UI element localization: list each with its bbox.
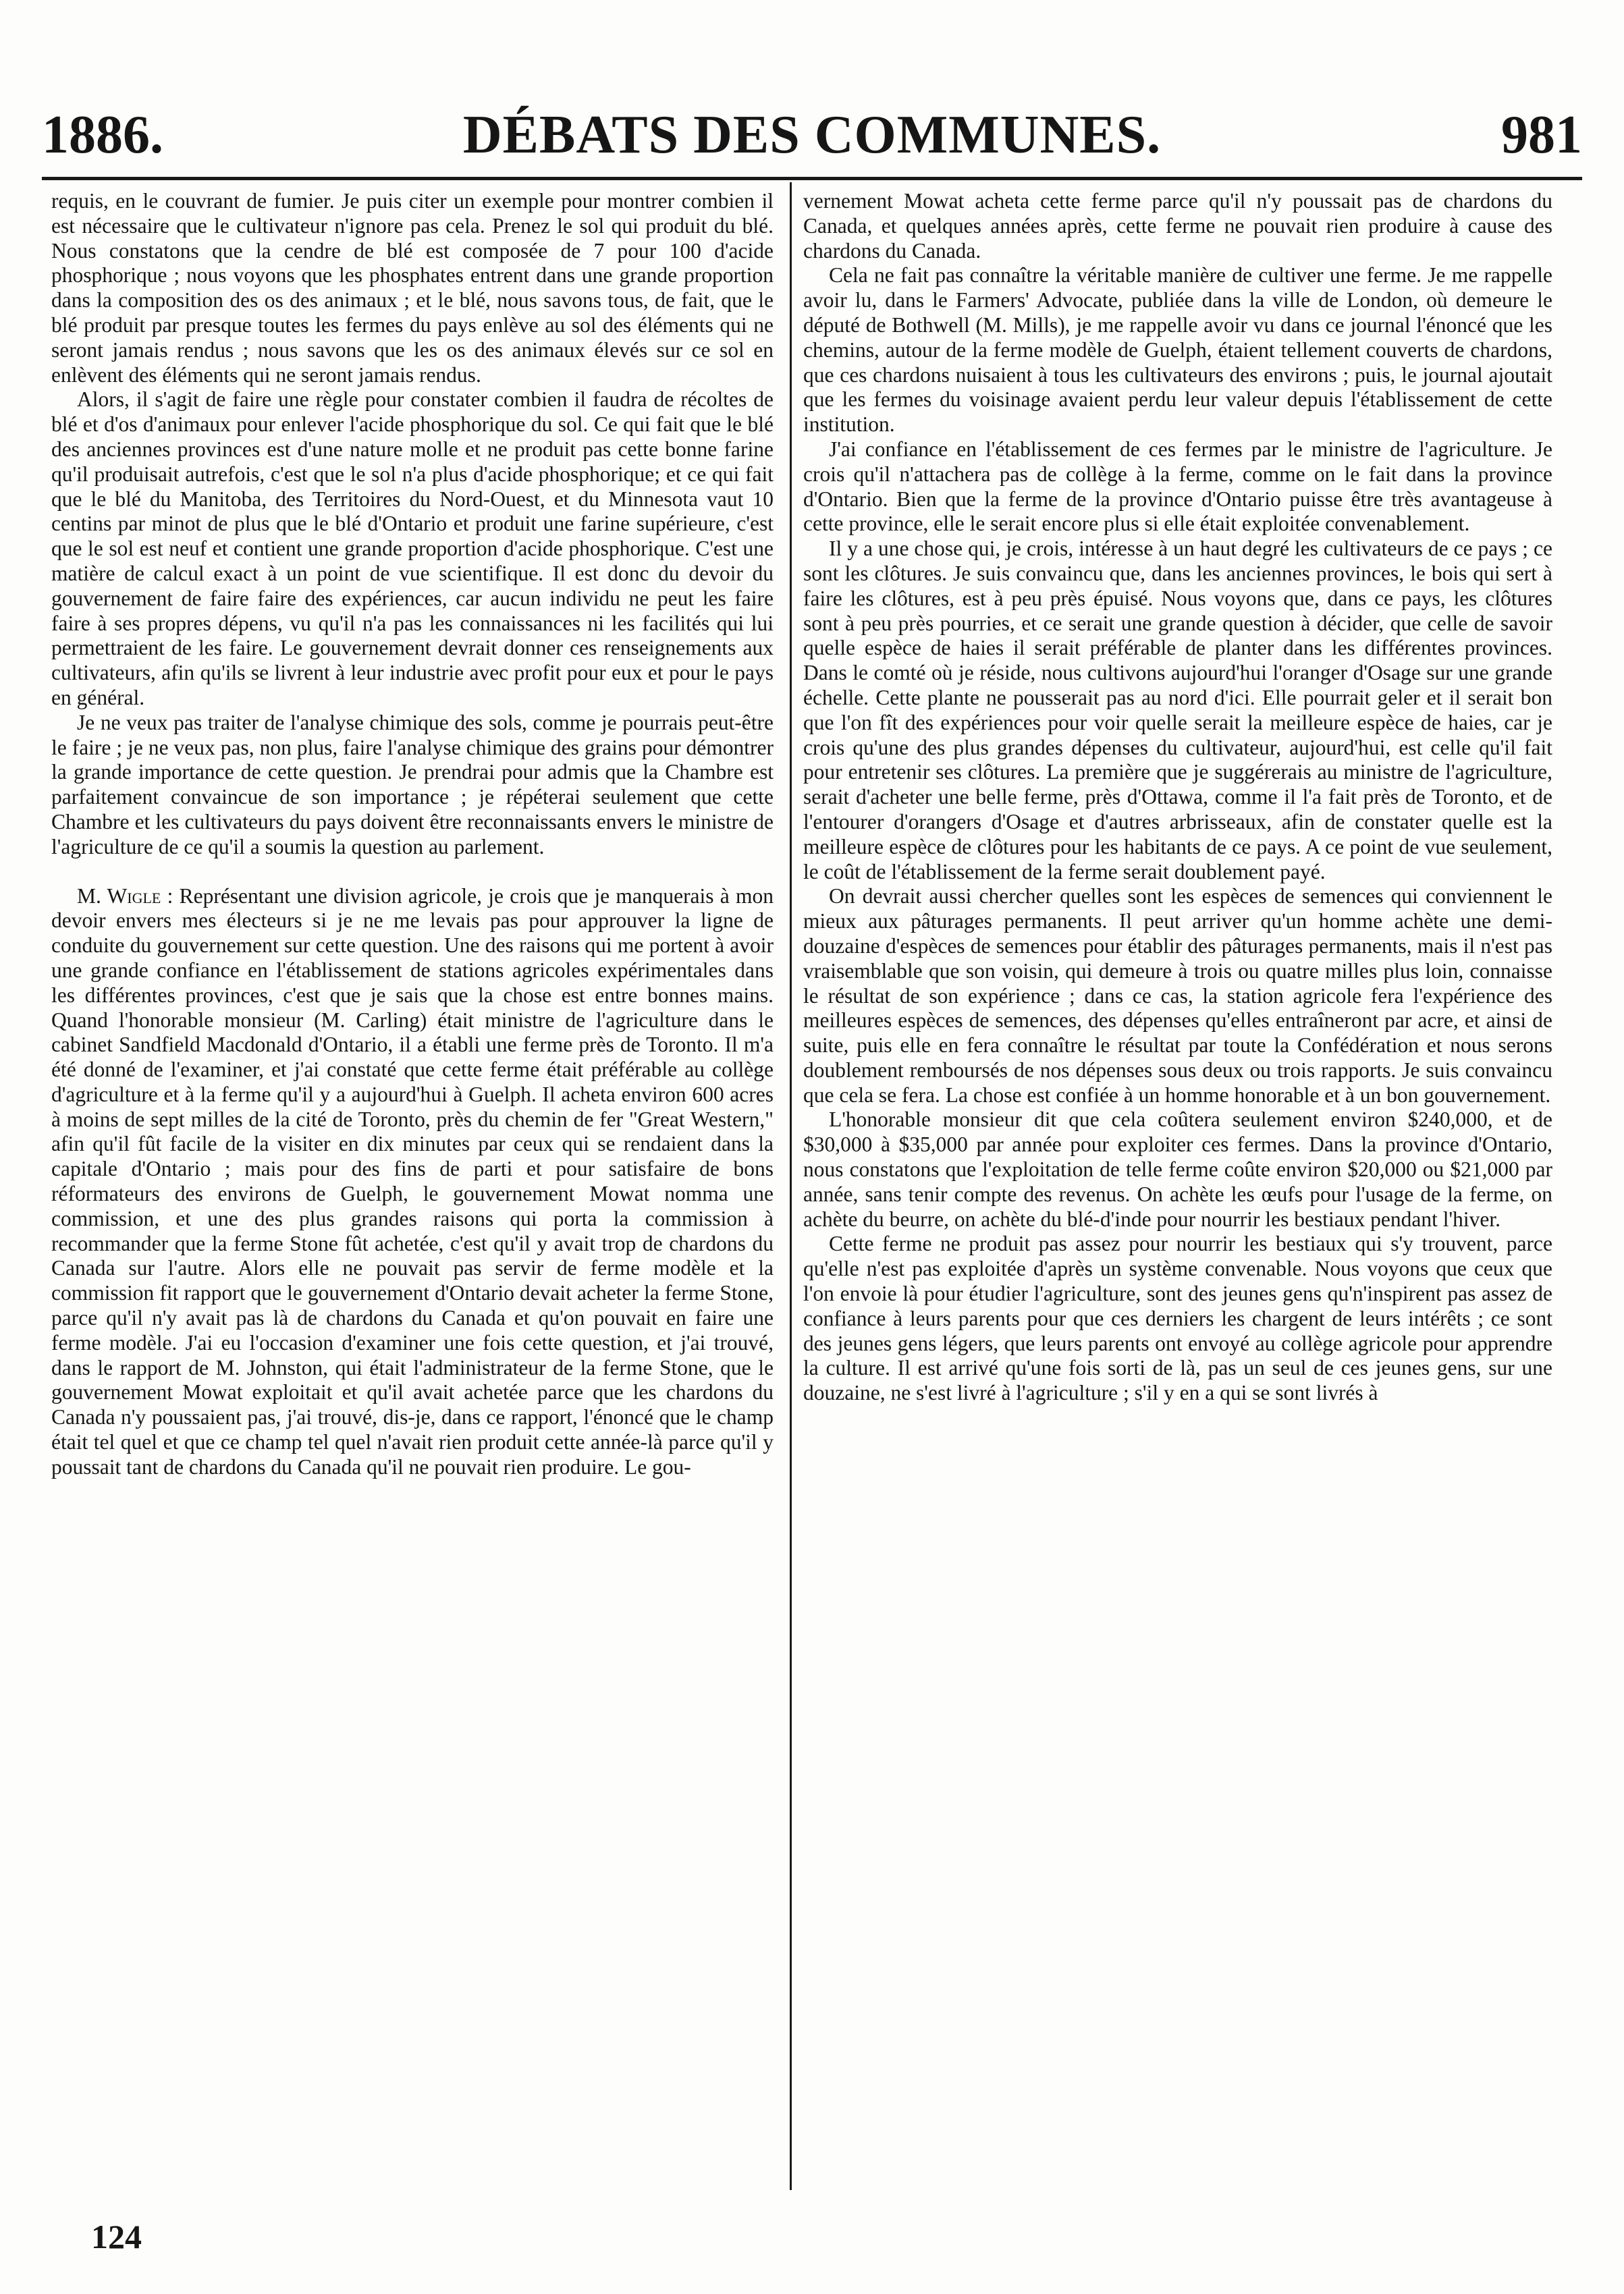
paragraph: Je ne veux pas traiter de l'analyse chimique des sols, comme je pourrais peut-être le faire ; je ne veux pas, non plus, faire l'analyse chimique des grains pour démontrer la grande importance de cette question. Je prendrai pour admis que la Chambre est parfaitement convaincue de son importance ; je répéterai seulement que cette Chambre et les cultivateurs du pays doivent être reconnaissants envers le ministre de l'agriculture de ce qu'il a soumis la question au parlement. xyxy=(51,710,774,858)
footer-page-number: 124 xyxy=(91,2218,142,2256)
speech-text: : Représentant une division agricole, je crois que je manquerais à mon devoir envers mes électeurs si je ne me levais pas pour approuver la ligne de conduite du gouvernement sur cette question. Une des raisons qui me portent à avoir une grande confiance en l'établissement de stations agricoles expérimentales dans les différentes provinces, c'est que je sais que la chose est entre bonnes mains. Quand l'honorable monsieur (M. Carling) était ministre de l'agriculture dans le cabinet Sandfield Macdonald d'Ontario, il a établi une ferme près de Toronto. Il m'a été donné de l'examiner, et j'ai constaté que cette ferme était préférable au collège d'agriculture et à la ferme qu'il y a aujourd'hui à Guelph. Il acheta environ 600 acres à moins de sept milles de la cité de Toronto, près du chemin de fer "Great Western," afin qu'il fût facile de la visiter en dix minutes par ceux qui se rendaient dans la capitale d'Ontario ; mais pour des fins de parti et pour satisfaire de bons réformateurs des environs de Guelph, le gouvernement Mowat nomma une commission, et une des plus grandes raisons qui porta la commission à recommander que la ferme Stone fût achetée, c'est qu'il y avait trop de chardons du Canada sur l'autre. Alors elle ne pouvait pas servir de ferme modèle et la commission fit rapport que le gouvernement d'Ontario devait acheter la ferme Stone, parce qu'il n'y avait pas là de chardons du Canada et qu'on pouvait en faire une ferme modèle. J'ai eu l'occasion d'examiner une fois cette question, et j'ai trouvé, dans le rapport de M. Johnston, qui était l'administrateur de la ferme Stone, que le gouvernement Mowat exploitait et qu'il avait achetée parce que les chardons du Canada n'y poussaient pas, j'ai trouvé, dis-je, dans ce rapport, l'énoncé que le champ était tel quel et que ce champ tel quel n'avait rien produit cette année-là parce qu'il y poussait tant de chardons du Canada qu'il ne pouvait rien produire. Le gou- xyxy=(51,883,774,1479)
paragraph: Alors, il s'agit de faire une règle pour constater combien il faudra de récoltes de blé et d'os d'animaux pour enlever l'acide phosphorique du sol. Ce qui fait que le blé des anciennes provinces est d'une nature molle et ne produit pas cette bonne farine qu'il produisait autrefois, c'est que le sol n'a plus d'acide phosphorique; et ce qui fait que le blé du Manitoba, des Territoires du Nord-Ouest, et du Minnesota vaut 10 centins par minot de plus que le blé d'Ontario et produit une farine supérieure, c'est que le sol est neuf et contient une grande proportion d'acide phosphorique. C'est une matière de calcul exact à un point de vue scientifique. Il est donc du devoir du gouvernement de faire faire des expériences, car aucun individu ne peut les faire faire à ses propres dépens, vu qu'il n'a pas les connaissances ni les facilités qui lui permettraient de les faire. Le gouvernement devrait donner ces renseignements aux cultivateurs, afin qu'ils se livrent à leur industrie avec profit pour eux et pour le pays en général. xyxy=(51,387,774,709)
paragraph: L'honorable monsieur dit que cela coûtera seulement environ $240,000, et de $30,000 à $35,000 par année pour exploiter ces fermes. Dans la province d'Ontario, nous constatons que l'exploitation de telle ferme coûte environ $20,000 ou $21,000 par année, sans tenir compte des revenus. On achète les œufs pour l'usage de la ferme, on achète du beurre, on achète du blé-d'inde pour nourrir les bestiaux pendant l'hiver. xyxy=(803,1108,1552,1231)
paragraph: Cela ne fait pas connaître la véritable manière de cultiver une ferme. Je me rappelle avoir lu, dans le Farmers' Advocate, publiée dans la ville de London, où demeure le député de Bothwell (M. Mills), je me rappelle avoir vu dans ce journal l'énoncé que les chemins, autour de la ferme modèle de Guelph, étaient tellement couverts de chardons, que ces chardons nuisaient à tous les cultivateurs des environs ; puis, le journal ajoutait que les fermes du voisinage avaient perdu leur valeur depuis l'établissement de cette institution. xyxy=(803,263,1552,437)
right-column xyxy=(803,189,1552,1406)
paragraph: J'ai confiance en l'établissement de ces fermes par le ministre de l'agriculture. Je crois qu'il n'attachera pas de collège à la ferme, comme on le fait dans la province d'Ontario. Bien que la ferme de la province d'Ontario puisse être très avantageuse à cette province, elle le serait encore plus si elle était exploitée convenablement. xyxy=(803,437,1552,536)
paragraph: Cette ferme ne produit pas assez pour nourrir les bestiaux qui s'y trouvent, parce qu'elle n'est pas exploitée d'après un système convenable. Nous voyons que ceux que l'on envoie là pour étudier l'agriculture, sont des jeunes gens qu'n'inspirent pas assez de confiance à leurs parents pour que ces derniers les chargent de leurs intérêts ; ce sont des jeunes gens légers, que leurs parents ont envoyé au collège agricole pour apprendre la culture. Il est arrivé qu'une fois sorti de là, pas un seul de ces jeunes gens, sur une douzaine, ne s'est livré à l'agriculture ; s'il y en a qui se sont livrés à xyxy=(803,1232,1552,1405)
speaker-name: M. Wigle xyxy=(77,883,161,908)
header-year: 1886. xyxy=(42,105,163,165)
column-divider xyxy=(790,182,792,2190)
page-header xyxy=(42,101,1582,169)
paragraph: Il y a une chose qui, je crois, intéresse à un haut degré les cultivateurs de ce pays ; ce sont les clôtures. Je suis convaincu que, dans les anciennes provinces, le bois qui sert à faire les clôtures, est à peu près épuisé. Nous voyons que, dans ce pays, les clôtures sont à peu près pourries, et ce serait une grande question à décider, que celle de savoir quelle espèce de haies il serait préférable de planter dans les différentes provinces. Dans le comté où je réside, nous cultivons aujourd'hui l'oranger d'Osage sur une grande échelle. Cette plante ne pousserait pas au nord d'ici. Elle pourrait geler et il serait bon que l'on fît des expériences pour voir quelle serait la meilleure espèce de haies, car je crois qu'une des plus grandes dépenses du cultivateur, aujourd'hui, est celle qu'il fait pour entretenir ses clôtures. La première que je suggérerais au ministre de l'agriculture, serait d'acheter une belle ferme, près d'Ottawa, comme il l'a fait près de Toronto, et de l'entourer d'orangers d'Osage et d'autres arbrisseaux, afin de constater quelle est la meilleure espèce de clôtures pour les habitants de ce pays. A ce point de vue seulement, le coût de l'établissement de la ferme serait doublement payé. xyxy=(803,537,1552,883)
header-page-number: 981 xyxy=(1501,105,1582,165)
header-rule xyxy=(42,177,1582,180)
header-title: DÉBATS DES COMMUNES. xyxy=(462,105,1162,165)
left-column xyxy=(51,189,774,1480)
paragraph: On devrait aussi chercher quelles sont les espèces de semences qui conviennent le mieux aux pâturages permanents. Il peut arriver qu'un homme achète une demi-douzaine d'espèces de semences pour établir des pâturages permanents, mais il n'est pas vraisemblable que son voisin, qui demeure à trois ou quatre milles plus loin, connaisse le résultat de son expérience ; dans ce cas, la station agricole fera l'expérience des meilleures espèces de semences, des dépenses qu'elles entraîneront par acre, et ainsi de suite, puis elle en fera connaître le résultat par toute la Confédération et nous serons doublement remboursés de nos dépenses sous deux ou trois rapports. Je suis convaincu que cela se fera. La chose est confiée à un homme honorable et à un bon gouvernement. xyxy=(803,884,1552,1107)
speech-paragraph xyxy=(51,884,774,1480)
paragraph: requis, en le couvrant de fumier. Je puis citer un exemple pour montrer combien il est nécessaire que le cultivateur n'ignore pas cela. Prenez le sol qui produit du blé. Nous constatons que la cendre de blé est composée de 7 pour 100 d'acide phosphorique ; nous voyons que les phosphates entrent dans une grande proportion dans la composition des os des animaux ; et le blé, nous savons tous, de fait, que le blé produit par presque toutes les fermes du pays enlève au sol des éléments qui ne seront jamais rendus ; nous savons que les os des animaux élevés sur ce sol en enlèvent des éléments qui ne seront jamais rendus. xyxy=(51,189,774,387)
paragraph: vernement Mowat acheta cette ferme parce qu'il n'y poussait pas de chardons du Canada, et quelques années après, cette ferme ne pouvait rien produire à cause des chardons du Canada. xyxy=(803,189,1552,263)
